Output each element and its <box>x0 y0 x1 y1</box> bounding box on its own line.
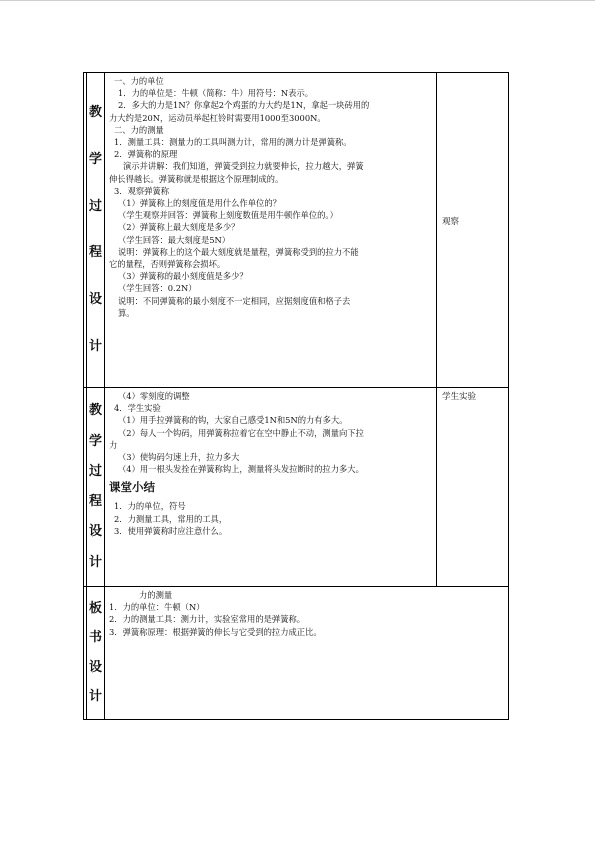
content-line: （3）使钩码匀速上升，拉力多大 <box>118 452 240 463</box>
section-content <box>105 73 437 387</box>
label-char: 书 <box>88 630 102 646</box>
label-char: 计 <box>88 339 102 355</box>
teaching-process-section-2 <box>84 388 508 587</box>
content-line: 1．测量工具：测量力的工具叫测力计，常用的测力计是弹簧称。 <box>114 137 352 148</box>
summary-line: 1．力的单位，符号 <box>114 501 186 512</box>
section-content <box>105 388 437 586</box>
content-line: 一、力的单位 <box>114 76 164 86</box>
section-label <box>84 388 105 586</box>
label-char: 过 <box>88 198 102 214</box>
teaching-process-section-1 <box>84 73 508 388</box>
content-line: 二、力的测量 <box>114 124 164 135</box>
section-label <box>84 587 105 719</box>
label-char: 程 <box>88 245 102 261</box>
content-line: 2．弹簧称的原理 <box>114 149 178 160</box>
content-line: 力大约是20N，运动员举起杠铃时需要用1000至3000N。 <box>109 112 326 123</box>
board-line: 2．力的测量工具：测力计，实验室常用的是弹簧称。 <box>109 614 306 625</box>
page-top-rule <box>0 0 595 1</box>
label-char: 学 <box>88 151 102 167</box>
label-char: 设 <box>88 292 102 308</box>
note-text: 观察 <box>442 217 460 227</box>
lesson-plan-table <box>83 72 509 720</box>
content-line: 3．观察弹簧称 <box>114 185 170 196</box>
content-line: 说明：不同弹簧称的最小刻度不一定相同，应据刻度值和格子去 <box>118 295 351 306</box>
content-line: （4）零刻度的调整 <box>118 391 190 401</box>
summary-line: 2．力测量工具，常用的工具， <box>114 513 228 524</box>
content-line: （1）用手拉弹簧称的钩，大家自己感受1N和5N的力有多大。 <box>118 415 348 426</box>
content-line: （3）弹簧称的最小刻度值是多少？ <box>118 271 248 282</box>
label-char: 教 <box>88 104 102 120</box>
section-note <box>437 73 508 387</box>
content-line: 伸长得越长。弹簧称就是根据这个原理制成的。 <box>109 173 284 184</box>
label-char: 板 <box>88 601 102 617</box>
content-line: 它的量程，否则弹簧称会损坏。 <box>109 259 226 270</box>
content-line: 1．力的单位是：牛顿（简称：牛）用符号：N表示。 <box>118 88 314 99</box>
content-line: （学生回答：0.2N） <box>118 283 197 294</box>
board-design-section <box>84 587 508 719</box>
note-text: 学生实验 <box>442 392 477 402</box>
content-line: （2）每人一个钩码，用弹簧称拉着它在空中静止不动，测量向下拉 <box>118 427 364 438</box>
label-char: 教 <box>88 403 102 419</box>
section-label <box>84 73 105 387</box>
label-char: 设 <box>88 524 102 540</box>
content-line: 演示并讲解：我们知道，弹簧受到拉力就要伸长，拉力越大，弹簧 <box>123 161 364 172</box>
content-line: 算。 <box>118 307 135 318</box>
label-char: 过 <box>88 463 102 479</box>
label-char: 计 <box>88 688 102 704</box>
content-line: 4．学生实验 <box>114 403 161 414</box>
content-line: （学生回答：最大刻度是5N） <box>118 234 231 245</box>
content-line: （学生观察并回答：弹簧称上刻度数值是用牛顿作单位的。） <box>118 210 338 221</box>
content-line: （4）用一根头发拴在弹簧称钩上，测量将头发拉断时的拉力多大。 <box>118 464 364 475</box>
label-char: 程 <box>88 494 102 510</box>
section-note <box>437 388 508 586</box>
board-title: 力的测量 <box>139 590 173 600</box>
label-char: 设 <box>88 659 102 675</box>
label-char: 计 <box>88 554 102 570</box>
board-line: 3．弹簧称原理：根据弹簧的伸长与它受到的拉力成正比。 <box>109 626 322 637</box>
summary-line: 3．使用弹簧称时应注意什么。 <box>114 525 228 536</box>
class-summary-heading: 课堂小结 <box>109 480 155 495</box>
content-line: （1）弹簧称上的刻度值是用什么作单位的？ <box>118 198 281 209</box>
label-char: 学 <box>88 433 102 449</box>
board-line: 1．力的单位：牛顿（N） <box>109 602 205 613</box>
content-line: 说明：弹簧称上的这个最大刻度就是量程，弹簧称受到的拉力不能 <box>118 246 359 257</box>
board-content <box>105 587 508 719</box>
content-line: 力 <box>109 439 118 450</box>
content-line: 2．多大的力是1N？你拿起2个鸡蛋的力大约是1N，拿起一块砖用的 <box>118 100 370 111</box>
content-line: （2）弹簧称上最大刻度是多少？ <box>118 222 240 233</box>
